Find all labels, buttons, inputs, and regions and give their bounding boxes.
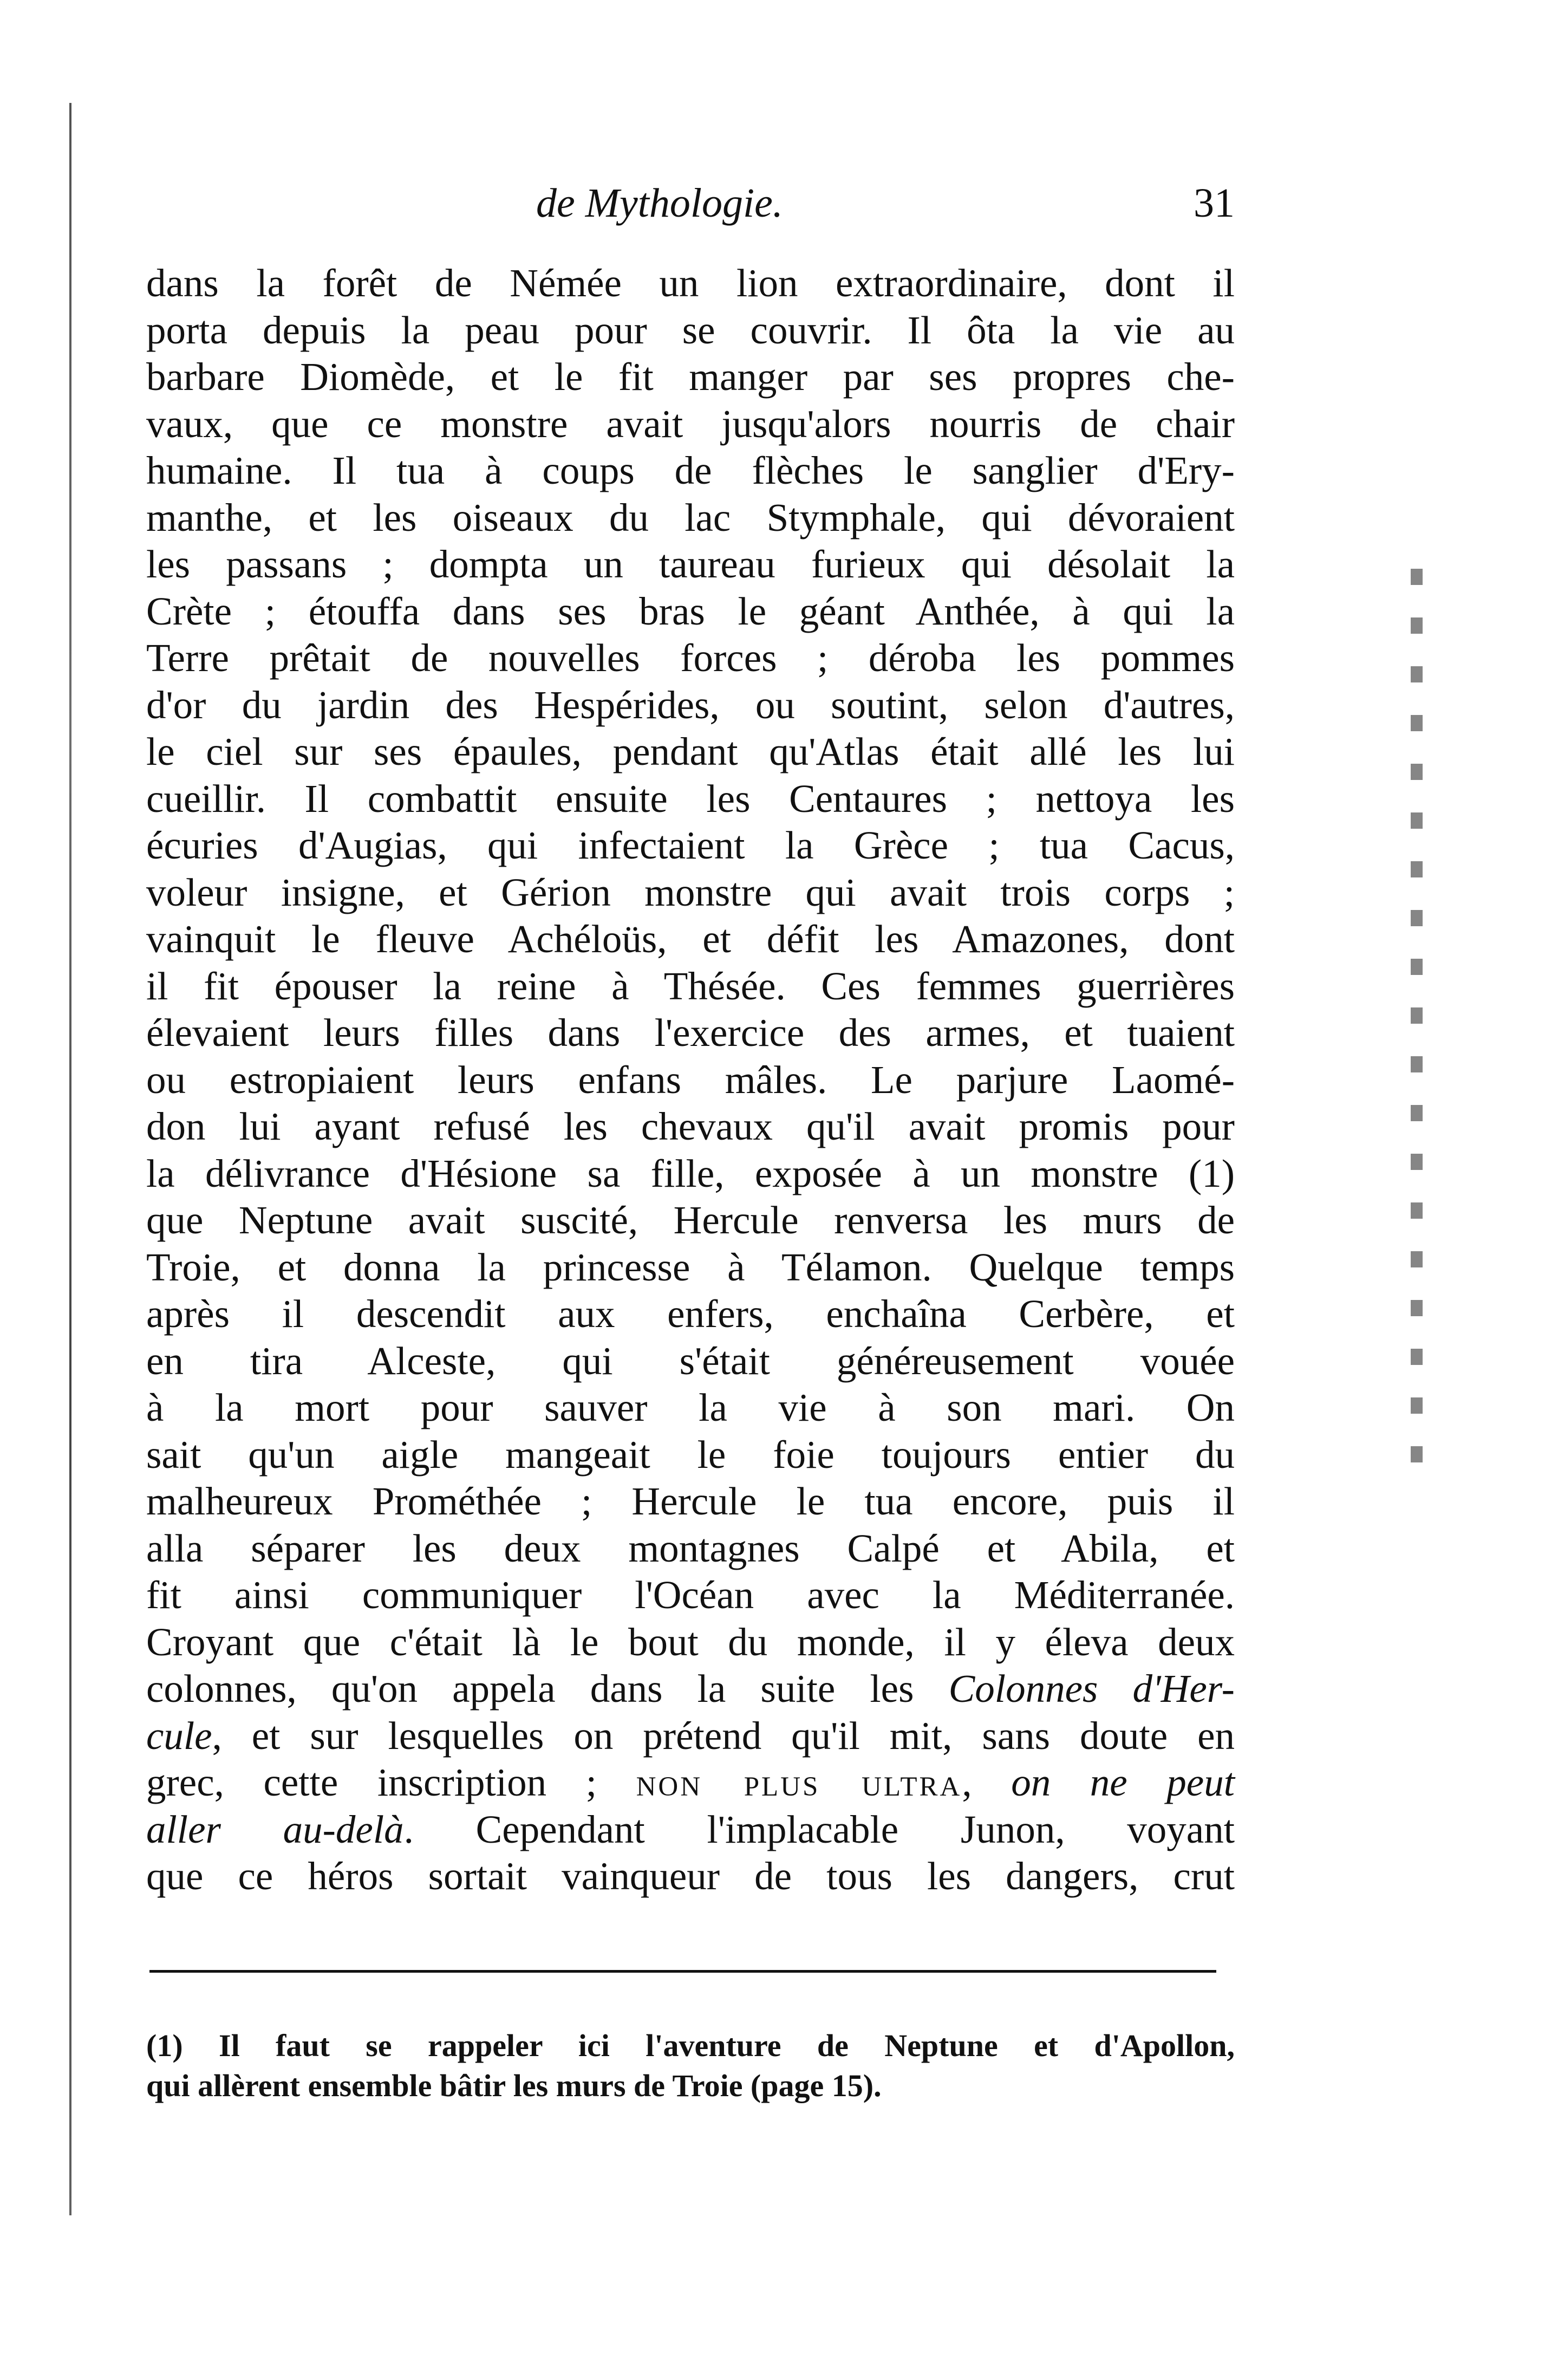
text-line: voleur insigne, et Gérion monstre qui avait trois corps ;: [146, 870, 1235, 914]
footnote-line: (1) Il faut se rappeler ici l'aventure de Neptune et d'Apollon,: [146, 2028, 1235, 2063]
text-line: à la mort pour sauver la vie à son mari. On: [146, 1386, 1235, 1429]
text-line: fit ainsi communiquer l'Océan avec la Méditerranée.: [146, 1573, 1235, 1617]
running-title: de Mythologie.: [536, 180, 783, 226]
text-line: d'or du jardin des Hespérides, ou soutint, selon d'autres,: [146, 682, 1235, 727]
text-line: alla séparer les deux montagnes Calpé et Abila, et: [146, 1526, 1235, 1570]
text-line: Terre prêtait de nouvelles forces ; déroba les pommes: [146, 636, 1235, 680]
italic-text: aller au-delà: [146, 1807, 404, 1851]
inscription-text: non plus ultra: [636, 1760, 962, 1804]
body-text: [146, 260, 1235, 1900]
text-line: [146, 1759, 1235, 1806]
line-text: . Cependant l'implacable Junon, voyant: [403, 1807, 1235, 1851]
text-line: [146, 1713, 1235, 1760]
text-line: don lui ayant refusé les chevaux qu'il avait promis pour: [146, 1104, 1235, 1148]
text-line: manthe, et les oiseaux du lac Stymphale, qui dévoraient: [146, 495, 1235, 539]
text-line: cueillir. Il combattit ensuite les Centaures ; nettoya les: [146, 776, 1235, 821]
line-text: colonnes, qu'on appela dans la suite les: [146, 1667, 949, 1711]
italic-text: Colonnes d'Her-: [948, 1667, 1235, 1711]
text-line: porta depuis la peau pour se couvrir. Il ôta la vie au: [146, 308, 1235, 352]
text-line: le ciel sur ses épaules, pendant qu'Atlas était allé les lui: [146, 730, 1235, 773]
binding-edge-right: [1411, 569, 1423, 1490]
line-text: grec, cette inscription ;: [146, 1760, 636, 1804]
text-line: humaine. Il tua à coups de flèches le sanglier d'Ery-: [146, 448, 1235, 492]
text-line: vainquit le fleuve Achéloüs, et défit les Amazones, dont: [146, 917, 1235, 961]
line-text: ,: [962, 1760, 1012, 1804]
text-line: dans la forêt de Némée un lion extraordinaire, dont il: [146, 261, 1235, 305]
text-line: Croyant que c'était là le bout du monde, il y éleva deux: [146, 1620, 1235, 1664]
italic-text: cule: [146, 1713, 212, 1758]
text-line: que Neptune avait suscité, Hercule renversa les murs de: [146, 1198, 1235, 1242]
text-line: les passans ; dompta un taureau furieux qui désolait la: [146, 542, 1235, 586]
text-line: après il descendit aux enfers, enchaîna Cerbère, et: [146, 1292, 1235, 1336]
text-line: sait qu'un aigle mangeait le foie toujours entier du: [146, 1432, 1235, 1477]
text-line: [146, 1806, 1235, 1854]
page-header: [146, 173, 1235, 233]
text-line: ou estropiaient leurs enfans mâles. Le parjure Laomé-: [146, 1057, 1235, 1102]
text-line: barbare Diomède, et le fit manger par ses propres che-: [146, 355, 1235, 399]
footnote-rule: [149, 1970, 1216, 1973]
italic-text: on ne peut: [1011, 1760, 1235, 1804]
line-text: , et sur lesquelles on prétend qu'il mit, sans doute en: [212, 1713, 1235, 1758]
text-line: Troie, et donna la princesse à Télamon. Quelque temps: [146, 1245, 1235, 1289]
text-line: en tira Alceste, qui s'était généreusement vouée: [146, 1338, 1235, 1383]
text-line: Crète ; étouffa dans ses bras le géant Anthée, à qui la: [146, 589, 1235, 633]
text-line: écuries d'Augias, qui infectaient la Grèce ; tua Cacus,: [146, 823, 1235, 867]
text-line: élevaient leurs filles dans l'exercice des armes, et tuaient: [146, 1011, 1235, 1055]
text-line: vaux, que ce monstre avait jusqu'alors nourris de chair: [146, 401, 1235, 446]
binding-edge-left: [69, 103, 71, 2215]
footnote: [146, 2026, 1235, 2106]
footnote-line: qui allèrent ensemble bâtir les murs de Troie (page 15).: [146, 2068, 882, 2103]
text-line: la délivrance d'Hésione sa fille, exposée à un monstre (1): [146, 1151, 1235, 1195]
page-number: 31: [1194, 180, 1235, 226]
text-line: malheureux Prométhée ; Hercule le tua encore, puis il: [146, 1479, 1235, 1523]
text-line: [146, 1666, 1235, 1713]
text-line: il fit épouser la reine à Thésée. Ces femmes guerrières: [146, 964, 1235, 1008]
text-line: que ce héros sortait vainqueur de tous les dangers, crut: [146, 1854, 1235, 1898]
